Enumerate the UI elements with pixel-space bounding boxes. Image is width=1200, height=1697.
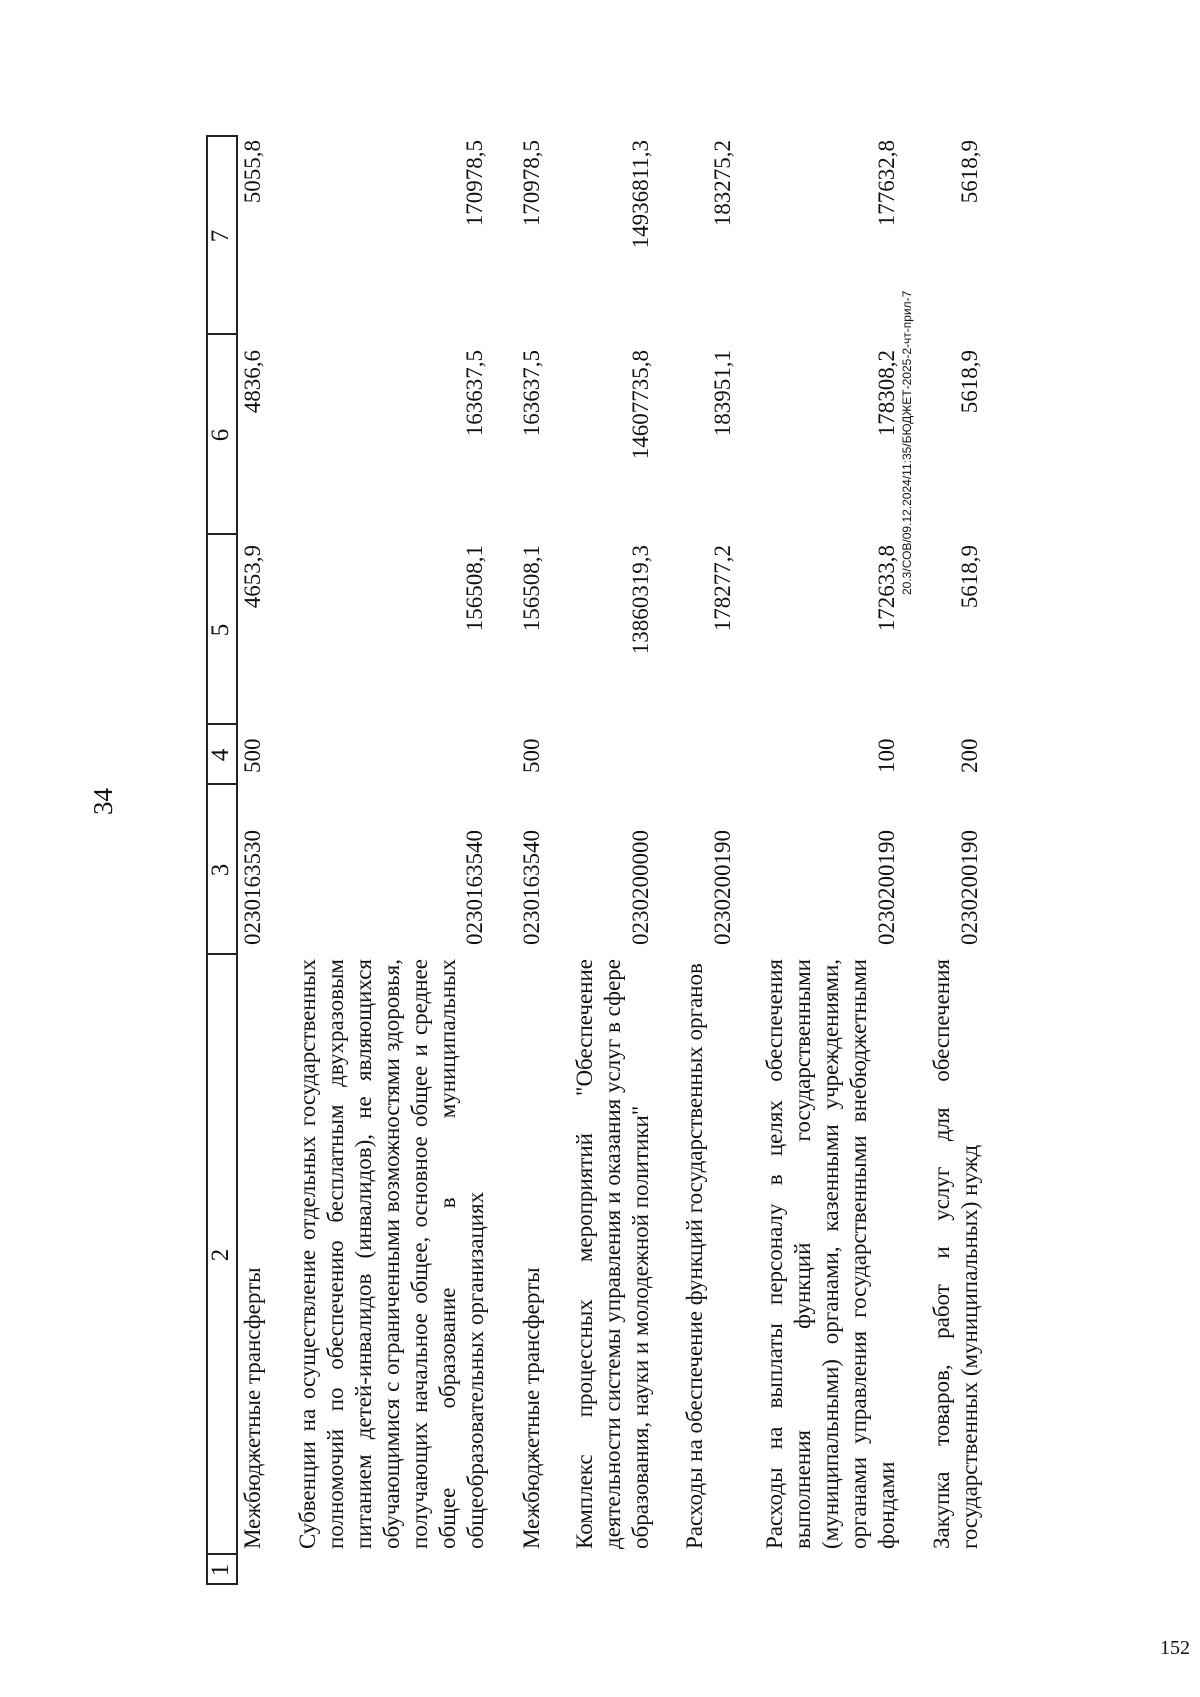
sheet-number: 152 — [1160, 1637, 1190, 1659]
row-4-value-5: 13860319,3 — [628, 545, 653, 655]
row-2-value-7: 170978,5 — [462, 140, 487, 227]
row-6-code: 0230200190 — [874, 830, 899, 945]
row-2-value-5: 156508,1 — [462, 545, 487, 632]
header-bottom-border — [236, 135, 238, 1585]
row-4-value-7: 14936811,3 — [628, 140, 653, 249]
header-col-5: 5 — [207, 623, 234, 637]
header-col-1: 1 — [207, 1563, 234, 1577]
row-3-value-6: 163637,5 — [519, 350, 544, 437]
footer-reference: 20.3/СОВ/09.12.2024/11:35/БЮДЖЕТ-2025-2-чт-прил-7 — [900, 290, 914, 595]
header-col-6: 6 — [207, 428, 234, 442]
row-4-code: 0230200000 — [628, 830, 653, 945]
row-3-value-5: 156508,1 — [519, 545, 544, 632]
row-2-name: Субвенции на осуществление отдельных государственных полномочий по обеспечению бесплатным двухразовым питанием детей-инвалидов (инвалидов), не являющихся обучающимися с ограниченными возможностями здоровья, получающих начальное общее, основное общее и среднее общее образование в муниципальных общеобразовательных организациях — [295, 959, 488, 1549]
row-7-value-7: 5618,9 — [957, 140, 982, 204]
header-col-4: 4 — [207, 748, 234, 762]
row-6-value-7: 177632,8 — [874, 140, 899, 227]
row-5-name: Расходы на обеспечение функций государственных органов — [682, 963, 707, 1549]
header-col-3: 3 — [207, 863, 234, 877]
row-7-type: 200 — [957, 738, 982, 773]
row-7-value-6: 5618,9 — [957, 350, 982, 414]
row-2-value-6: 163637,5 — [462, 350, 487, 437]
row-2-code: 0230163540 — [462, 830, 487, 945]
row-4-value-6: 14607735,8 — [628, 350, 653, 460]
row-3-code: 0230163540 — [519, 830, 544, 945]
row-3-type: 500 — [519, 738, 544, 773]
row-3-name: Межбюджетные трансферты — [519, 1267, 544, 1549]
row-4-name: Комплекс процессных мероприятий "Обеспечение деятельности системы управления и оказания услуг в сфере образования, науки и молодежной политики" — [572, 959, 653, 1549]
row-6-value-6: 178308,2 — [874, 350, 899, 437]
row-1-code: 0230163530 — [240, 830, 265, 945]
row-1-value-6: 4836,6 — [240, 350, 265, 414]
row-5-value-6: 183951,1 — [710, 350, 735, 437]
rotated-page — [20, 95, 1020, 1655]
row-7-value-5: 5618,9 — [957, 545, 982, 609]
row-7-name: Закупка товаров, работ и услуг для обеспечения государственных (муниципальных) нужд — [929, 959, 982, 1549]
row-3-value-7: 170978,5 — [519, 140, 544, 227]
row-5-value-7: 183275,2 — [710, 140, 735, 227]
row-7-code: 0230200190 — [957, 830, 982, 945]
row-5-code: 0230200190 — [710, 830, 735, 945]
row-6-type: 100 — [874, 738, 899, 773]
header-col-2: 2 — [207, 1248, 234, 1262]
row-5-value-5: 178277,2 — [710, 545, 735, 632]
page-number: 34 — [88, 788, 118, 815]
row-1-name: Межбюджетные трансферты — [240, 1267, 265, 1549]
header-col-7: 7 — [207, 229, 234, 243]
row-1-value-7: 5055,8 — [240, 140, 265, 204]
row-1-value-5: 4653,9 — [240, 545, 265, 609]
row-1-type: 500 — [240, 738, 265, 773]
row-6-name: Расходы на выплаты персоналу в целях обеспечения выполнения функций государственными (муниципальными) органами, казенными учреждениями, органами управления государственными внебюджетными фондами — [762, 959, 899, 1549]
row-6-value-5: 172633,8 — [874, 545, 899, 632]
